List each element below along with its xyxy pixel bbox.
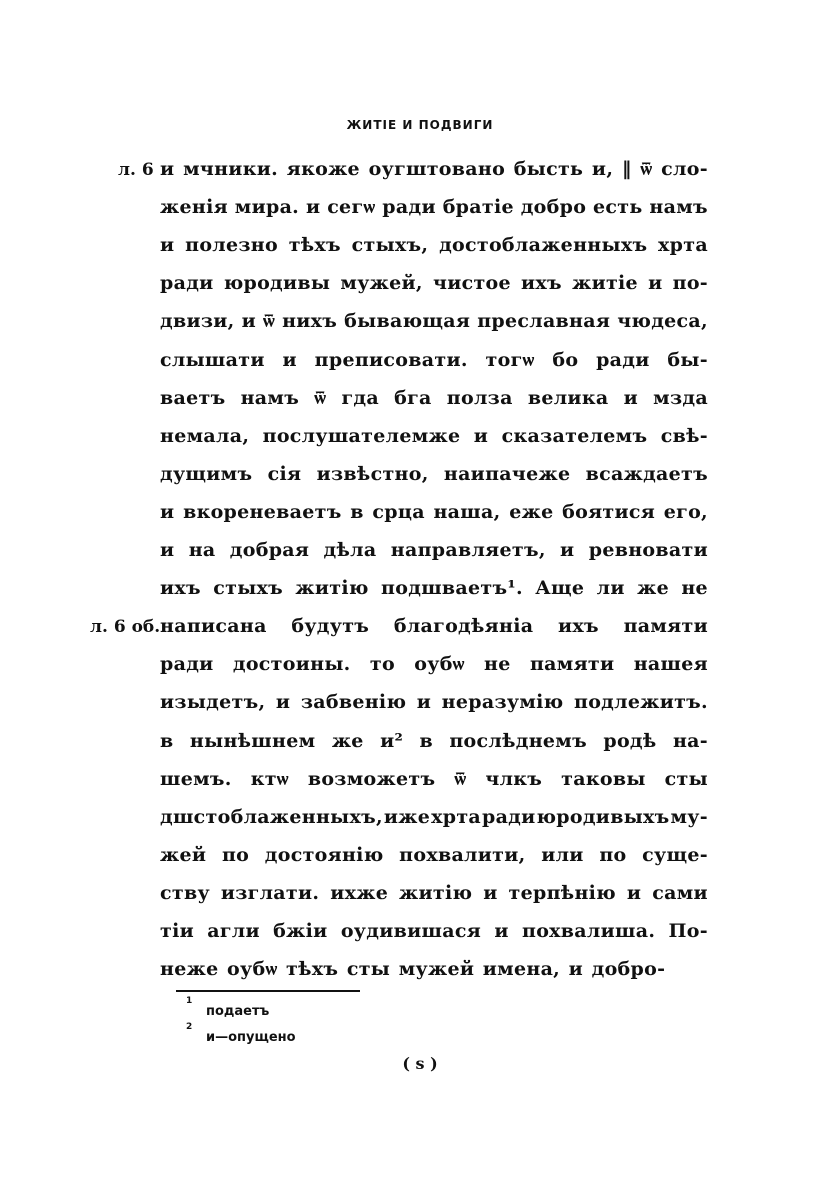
word: тѣхъ bbox=[288, 234, 341, 257]
text-line bbox=[160, 615, 708, 637]
word: стыхъ bbox=[213, 577, 284, 600]
word: наша, bbox=[433, 500, 501, 523]
word: преславная bbox=[477, 310, 611, 333]
word: слышати bbox=[160, 348, 265, 371]
text-line bbox=[160, 806, 708, 828]
word: изыдетъ, bbox=[160, 691, 266, 714]
word: нихъ bbox=[282, 310, 338, 333]
word: ревновати bbox=[588, 539, 708, 561]
word: же bbox=[331, 729, 364, 752]
word: добро- bbox=[591, 958, 666, 981]
word: сія bbox=[267, 462, 302, 485]
word: добро bbox=[520, 196, 587, 219]
word: по bbox=[599, 843, 627, 866]
word: мчники. bbox=[183, 158, 279, 180]
word: тіи bbox=[160, 920, 194, 942]
word: двизи, bbox=[160, 310, 235, 333]
text-line bbox=[160, 653, 708, 676]
word: юродивы bbox=[223, 272, 331, 295]
word: жей bbox=[160, 843, 207, 866]
word: полза bbox=[446, 386, 513, 409]
text-line bbox=[160, 387, 708, 410]
word: намъ bbox=[649, 196, 708, 219]
word: члкъ bbox=[485, 767, 543, 790]
word: и bbox=[305, 196, 321, 219]
word: братіе bbox=[442, 196, 514, 219]
word: забвенію bbox=[300, 691, 407, 714]
footnote-rule bbox=[176, 990, 360, 992]
word: преписовати. bbox=[314, 348, 468, 371]
word: ради bbox=[481, 805, 536, 828]
word: сты bbox=[346, 958, 391, 981]
word: похвалиша. bbox=[521, 920, 656, 942]
word: подлежитъ. bbox=[573, 691, 708, 714]
word: таковы bbox=[561, 767, 646, 790]
word: и bbox=[483, 881, 498, 904]
word: дшстоблаженныхъ, bbox=[160, 805, 383, 828]
text-line bbox=[160, 882, 708, 904]
footnote-marker-2: 2 bbox=[186, 1022, 193, 1032]
word: По- bbox=[668, 920, 708, 942]
word: ктѡ bbox=[250, 767, 289, 790]
word: мужей bbox=[398, 958, 475, 981]
word: и bbox=[473, 424, 489, 447]
text-line bbox=[160, 310, 708, 333]
word: и bbox=[648, 272, 663, 295]
word: гда bbox=[341, 386, 379, 409]
word: достоянію bbox=[264, 843, 384, 866]
word: благодѣяніа bbox=[393, 615, 534, 638]
word: чюдеса, bbox=[617, 310, 708, 333]
word: оугштовано bbox=[368, 158, 506, 180]
word: есть bbox=[593, 196, 643, 219]
word: житіе bbox=[572, 272, 638, 295]
word: еже bbox=[509, 500, 554, 523]
word: ли bbox=[596, 577, 625, 600]
word: ихже bbox=[330, 881, 389, 904]
footnote-2: и—опущено bbox=[206, 1030, 296, 1045]
word: тогѡ bbox=[485, 348, 535, 371]
word: нынѣшнем bbox=[189, 729, 316, 752]
text-line bbox=[160, 958, 708, 981]
word: ѿ bbox=[640, 158, 653, 180]
word: юродивыхъ bbox=[536, 805, 670, 828]
word: и bbox=[568, 958, 584, 981]
margin-ref-folio-6-verso: л. 6 об. bbox=[90, 617, 161, 637]
word: наипачеже bbox=[443, 462, 571, 485]
text-line bbox=[160, 539, 708, 561]
word: и bbox=[241, 310, 256, 333]
text-line bbox=[160, 158, 708, 181]
word: имена, bbox=[482, 958, 561, 981]
word: памяти bbox=[623, 615, 708, 638]
word: ѿ bbox=[454, 767, 467, 790]
word: и, bbox=[591, 158, 614, 180]
word: и bbox=[160, 234, 175, 257]
text-line bbox=[160, 730, 708, 752]
word: подшваетъ¹. bbox=[381, 577, 523, 600]
word: достоины. bbox=[232, 653, 351, 676]
word: возможетъ bbox=[307, 767, 436, 790]
word: всаждаетъ bbox=[585, 462, 708, 485]
word: му- bbox=[670, 805, 708, 828]
word: или bbox=[541, 843, 584, 866]
word: оубѡ bbox=[414, 653, 465, 676]
word: и bbox=[626, 881, 642, 904]
word: по- bbox=[672, 272, 708, 295]
word: не bbox=[484, 653, 511, 676]
word: и bbox=[282, 348, 297, 371]
word: написана bbox=[160, 615, 267, 638]
word: бывающая bbox=[344, 310, 471, 333]
word: суще- bbox=[642, 843, 708, 866]
word: ихъ bbox=[521, 272, 562, 295]
word: и bbox=[160, 539, 175, 561]
word: хрта bbox=[658, 234, 708, 257]
word: родѣ bbox=[603, 729, 657, 752]
word: добрая bbox=[229, 539, 310, 561]
word: свѣ- bbox=[660, 424, 708, 447]
word: будутъ bbox=[291, 615, 370, 638]
page-number: ( ѕ ) bbox=[402, 1054, 438, 1073]
word: дѣла bbox=[323, 539, 377, 561]
word: намъ bbox=[240, 386, 300, 409]
word: и bbox=[416, 691, 432, 714]
word: мзда bbox=[653, 386, 708, 409]
word: на- bbox=[672, 729, 708, 752]
word: не bbox=[681, 577, 708, 600]
word: ваетъ bbox=[160, 386, 226, 409]
word: извѣстно, bbox=[316, 462, 429, 485]
word: шемъ. bbox=[160, 767, 232, 790]
word: оудивишася bbox=[340, 920, 482, 942]
margin-ref-folio-6: л. 6 bbox=[118, 160, 154, 180]
word: сло- bbox=[661, 158, 708, 180]
text-line bbox=[160, 501, 708, 523]
word: его, bbox=[663, 500, 708, 523]
word: Аще bbox=[535, 577, 585, 600]
word: ради bbox=[596, 348, 650, 371]
text-line bbox=[160, 920, 708, 942]
word: направляетъ, bbox=[390, 539, 546, 561]
word: неразумію bbox=[441, 691, 564, 714]
word: бжіи bbox=[273, 920, 328, 942]
word: мира. bbox=[234, 196, 300, 219]
word: бысть bbox=[513, 158, 584, 180]
word: нашея bbox=[633, 653, 708, 676]
word: терпѣнію bbox=[508, 881, 616, 904]
text-line bbox=[160, 196, 708, 219]
word: дущимъ bbox=[160, 462, 253, 485]
word: велика bbox=[527, 386, 609, 409]
word: в bbox=[160, 729, 174, 752]
word: якоже bbox=[286, 158, 360, 180]
word: послушателемже bbox=[262, 424, 461, 447]
word: на bbox=[188, 539, 216, 561]
running-header: ЖИТІЕ И ПОДВИГИ bbox=[346, 118, 494, 132]
word: и² bbox=[380, 729, 404, 752]
word: чистое bbox=[432, 272, 511, 295]
word: и bbox=[494, 920, 509, 942]
text-line bbox=[160, 234, 708, 256]
word: и bbox=[560, 539, 575, 561]
word: бо bbox=[552, 348, 579, 371]
word: и bbox=[275, 691, 291, 714]
word: стыхъ, bbox=[351, 234, 429, 257]
word: вкореневаетъ bbox=[183, 500, 342, 523]
text-line bbox=[160, 577, 708, 599]
word: ‖ bbox=[621, 158, 632, 180]
word: ству bbox=[160, 881, 210, 904]
word: бга bbox=[394, 386, 432, 409]
word: ради bbox=[160, 272, 214, 295]
word: иже bbox=[383, 805, 431, 828]
word: достоблаженныхъ bbox=[439, 234, 648, 257]
word: ради bbox=[382, 196, 436, 219]
word: житію bbox=[399, 881, 473, 904]
text-line bbox=[160, 349, 708, 372]
word: бы- bbox=[667, 348, 708, 371]
word: житію bbox=[295, 577, 369, 600]
word: изглати. bbox=[220, 881, 320, 904]
word: похвалити, bbox=[399, 843, 526, 866]
word: боятися bbox=[562, 500, 656, 523]
word: неже bbox=[160, 958, 219, 981]
word: и bbox=[160, 500, 175, 523]
word: по bbox=[221, 843, 250, 866]
word: и bbox=[623, 386, 639, 409]
word: ихъ bbox=[160, 577, 201, 600]
word: полезно bbox=[185, 234, 278, 257]
word: ѿ bbox=[263, 310, 276, 333]
text-line bbox=[160, 425, 708, 447]
text-line bbox=[160, 768, 708, 791]
word: памяти bbox=[529, 653, 615, 676]
word: немала, bbox=[160, 424, 250, 447]
word: срца bbox=[372, 500, 425, 523]
word: тѣхъ bbox=[286, 958, 339, 981]
word: женія bbox=[160, 196, 228, 219]
word: в bbox=[350, 500, 364, 523]
word: то bbox=[369, 653, 395, 676]
footnote-1: подаетъ bbox=[206, 1004, 270, 1019]
word: сты bbox=[664, 767, 708, 790]
word: послѣднемъ bbox=[449, 729, 587, 752]
word: агли bbox=[207, 920, 260, 942]
text-line bbox=[160, 463, 708, 485]
word: и bbox=[160, 158, 175, 180]
word: в bbox=[419, 729, 433, 752]
word: же bbox=[637, 577, 669, 600]
word: сказателемъ bbox=[501, 424, 648, 447]
text-line bbox=[160, 691, 708, 713]
word: оубѡ bbox=[227, 958, 278, 981]
footnote-marker-1: 1 bbox=[186, 996, 193, 1006]
word: мужей, bbox=[340, 272, 423, 295]
word: ради bbox=[160, 653, 214, 676]
word: сегѡ bbox=[327, 196, 376, 219]
word: ѿ bbox=[314, 386, 327, 409]
word: сами bbox=[652, 881, 708, 904]
text-line bbox=[160, 272, 708, 294]
word: ихъ bbox=[558, 615, 599, 638]
word: хрта bbox=[431, 805, 482, 828]
text-line bbox=[160, 844, 708, 866]
